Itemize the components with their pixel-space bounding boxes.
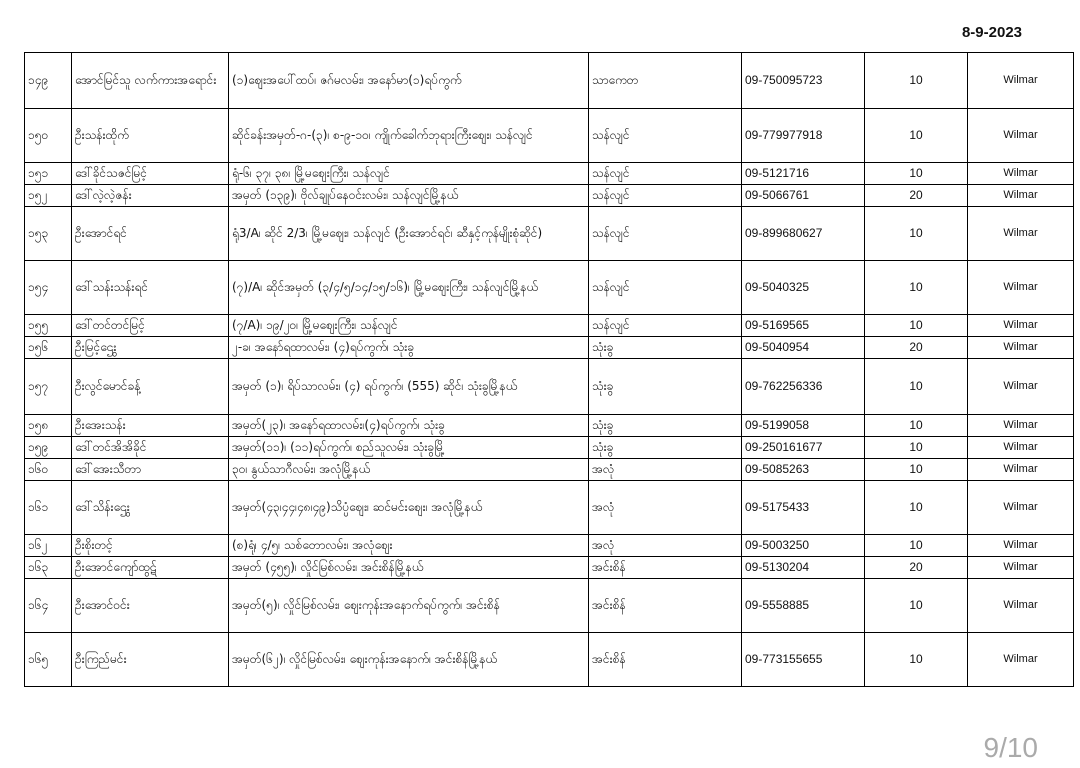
address-cell: အမှတ်(၁၁)၊ (၁၁)ရပ်ကွက်၊ စည်သူလမ်း၊ သုံးခွမြို့ bbox=[229, 437, 589, 459]
table-row bbox=[25, 359, 1074, 415]
table-row bbox=[25, 437, 1074, 459]
phone-number-cell: 09-762256336 bbox=[742, 359, 865, 415]
phone-number-cell: 09-899680627 bbox=[742, 207, 865, 261]
table-row bbox=[25, 163, 1074, 185]
quantity-cell: 10 bbox=[865, 579, 968, 633]
shop-name-cell: ဦးအောင်ဝင်း bbox=[72, 579, 229, 633]
township-cell: သန်လျင် bbox=[589, 207, 742, 261]
township-cell: သန်လျင် bbox=[589, 315, 742, 337]
page-indicator: 9/10 bbox=[983, 732, 1038, 763]
brand-cell: Wilmar bbox=[968, 557, 1074, 579]
township-cell: သုံးခွ bbox=[589, 337, 742, 359]
row-number-cell: ၁၅၇ bbox=[25, 359, 72, 415]
quantity-cell: 10 bbox=[865, 261, 968, 315]
shop-name-cell: ဦးအောင်ကျော်ထွဋ် bbox=[72, 557, 229, 579]
row-number-cell: ၁၅၅ bbox=[25, 315, 72, 337]
brand-cell: Wilmar bbox=[968, 481, 1074, 535]
row-number-cell: ၁၅၉ bbox=[25, 437, 72, 459]
shop-name-cell: ဒေါ်သန်းသန်းရင် bbox=[72, 261, 229, 315]
quantity-cell: 10 bbox=[865, 633, 968, 687]
address-cell: (၇/A)၊ ၁၉/၂၀၊ မြို့မဈေးကြီး၊ သန်လျင် bbox=[229, 315, 589, 337]
table-row bbox=[25, 557, 1074, 579]
quantity-cell: 10 bbox=[865, 163, 968, 185]
shop-name-cell: ဒေါ်ခိုင်သဇင်မြင့် bbox=[72, 163, 229, 185]
quantity-cell: 10 bbox=[865, 437, 968, 459]
row-number-cell: ၁၆၁ bbox=[25, 481, 72, 535]
address-cell: (၁)ဈေးအပေါ်ထပ်၊ ဇဂ်မလမ်း၊ အနော်မာ(၁)ရပ်ကွက် bbox=[229, 53, 589, 109]
phone-number-cell: 09-5121716 bbox=[742, 163, 865, 185]
township-cell: အလုံ bbox=[589, 481, 742, 535]
brand-cell: Wilmar bbox=[968, 633, 1074, 687]
brand-cell: Wilmar bbox=[968, 163, 1074, 185]
quantity-cell: 10 bbox=[865, 535, 968, 557]
address-cell: အမှတ်(၅)၊ လှိုင်မြစ်လမ်း၊ ဈေးကုန်းအနောက်ရပ်ကွက်၊ အင်းစိန် bbox=[229, 579, 589, 633]
brand-cell: Wilmar bbox=[968, 579, 1074, 633]
address-cell: အမှတ် (၁)၊ ရိပ်သာလမ်း၊ (၄) ရပ်ကွက်၊ (555) ဆိုင်၊ သုံးခွမြို့နယ် bbox=[229, 359, 589, 415]
phone-number-cell: 09-5066761 bbox=[742, 185, 865, 207]
quantity-cell: 20 bbox=[865, 185, 968, 207]
township-cell: သုံးခွ bbox=[589, 415, 742, 437]
document-date: 8-9-2023 bbox=[961, 24, 1022, 41]
shop-name-cell: ဦးအောင်ရင် bbox=[72, 207, 229, 261]
table-row bbox=[25, 315, 1074, 337]
row-number-cell: ၁၅၄ bbox=[25, 261, 72, 315]
phone-number-cell: 09-250161677 bbox=[742, 437, 865, 459]
address-cell: ရုံ-၆၊ ၃၇၊ ၃၈၊ မြို့မဈေးကြီး၊ သန်လျင် bbox=[229, 163, 589, 185]
phone-number-cell: 09-5040325 bbox=[742, 261, 865, 315]
phone-number-cell: 09-779977918 bbox=[742, 109, 865, 163]
quantity-cell: 10 bbox=[865, 315, 968, 337]
shop-name-cell: ဦးသန်းထိုက် bbox=[72, 109, 229, 163]
township-cell: သာကေတ bbox=[589, 53, 742, 109]
brand-cell: Wilmar bbox=[968, 261, 1074, 315]
brand-cell: Wilmar bbox=[968, 337, 1074, 359]
row-number-cell: ၁၅၆ bbox=[25, 337, 72, 359]
shop-name-cell: ဒေါ်လဲ့လဲ့ဇန်း bbox=[72, 185, 229, 207]
township-cell: အင်းစိန် bbox=[589, 633, 742, 687]
phone-number-cell: 09-5130204 bbox=[742, 557, 865, 579]
row-number-cell: ၁၅၂ bbox=[25, 185, 72, 207]
quantity-cell: 10 bbox=[865, 459, 968, 481]
shop-name-cell: ဦးစိုးတင့် bbox=[72, 535, 229, 557]
address-cell: အမှတ် (၄၅၅)၊ လှိုင်မြစ်လမ်း၊ အင်းစိန်မြို့နယ် bbox=[229, 557, 589, 579]
phone-number-cell: 09-5175433 bbox=[742, 481, 865, 535]
table-row bbox=[25, 633, 1074, 687]
brand-cell: Wilmar bbox=[968, 415, 1074, 437]
row-number-cell: ၁၄၉ bbox=[25, 53, 72, 109]
address-cell: အမှတ်(၆၂)၊ လှိုင်မြစ်လမ်း၊ ဈေးကုန်းအနောက်၊ အင်းစိန်မြို့နယ် bbox=[229, 633, 589, 687]
township-cell: သုံးခွ bbox=[589, 359, 742, 415]
table-row bbox=[25, 481, 1074, 535]
address-cell: (၇)/A၊ ဆိုင်အမှတ် (၃/၄/၅/၁၄/၁၅/၁၆)၊ မြို့မဈေးကြီး၊ သန်လျင်မြို့နယ် bbox=[229, 261, 589, 315]
table-row bbox=[25, 185, 1074, 207]
table-row bbox=[25, 261, 1074, 315]
phone-number-cell: 09-5003250 bbox=[742, 535, 865, 557]
township-cell: အင်းစိန် bbox=[589, 557, 742, 579]
phone-number-cell: 09-5169565 bbox=[742, 315, 865, 337]
quantity-cell: 20 bbox=[865, 557, 968, 579]
quantity-cell: 10 bbox=[865, 415, 968, 437]
distributor-table bbox=[24, 52, 1074, 687]
quantity-cell: 10 bbox=[865, 53, 968, 109]
address-cell: အမှတ် (၁၃၉)၊ ဗိုလ်ချုပ်နေဝင်းလမ်း၊ သန်လျင်မြို့နယ် bbox=[229, 185, 589, 207]
table-body bbox=[25, 53, 1074, 687]
shop-name-cell: ဦးကြည်မင်း bbox=[72, 633, 229, 687]
shop-name-cell: ဦးအေးသန်း bbox=[72, 415, 229, 437]
phone-number-cell: 09-5085263 bbox=[742, 459, 865, 481]
township-cell: အင်းစိန် bbox=[589, 579, 742, 633]
phone-number-cell: 09-5040954 bbox=[742, 337, 865, 359]
row-number-cell: ၁၅၃ bbox=[25, 207, 72, 261]
quantity-cell: 10 bbox=[865, 481, 968, 535]
township-cell: အလုံ bbox=[589, 459, 742, 481]
township-cell: သန်လျင် bbox=[589, 163, 742, 185]
table-row bbox=[25, 207, 1074, 261]
table-row bbox=[25, 535, 1074, 557]
table-row bbox=[25, 579, 1074, 633]
table-row bbox=[25, 459, 1074, 481]
address-cell: ရုံ3/A၊ ဆိုင် 2/3၊ မြို့မဈေး၊ သန်လျင် (ဦးအောင်ရင်၊ ဆီနှင့်ကုန်မျိုးစုံဆိုင်) bbox=[229, 207, 589, 261]
brand-cell: Wilmar bbox=[968, 185, 1074, 207]
address-cell: ၂-ခ၊ အနော်ရထာလမ်း၊ (၄)ရပ်ကွက်၊ သုံးခွ bbox=[229, 337, 589, 359]
shop-name-cell: ဒေါ်သိန်းဌွေး bbox=[72, 481, 229, 535]
brand-cell: Wilmar bbox=[968, 207, 1074, 261]
row-number-cell: ၁၅၀ bbox=[25, 109, 72, 163]
phone-number-cell: 09-5199058 bbox=[742, 415, 865, 437]
brand-cell: Wilmar bbox=[968, 437, 1074, 459]
township-cell: အလုံ bbox=[589, 535, 742, 557]
brand-cell: Wilmar bbox=[968, 53, 1074, 109]
brand-cell: Wilmar bbox=[968, 459, 1074, 481]
table-row bbox=[25, 109, 1074, 163]
row-number-cell: ၁၆၃ bbox=[25, 557, 72, 579]
address-cell: ဆိုင်ခန်းအမှတ်-ဂ-(၃)၊ စ-၉-၁၀၊ ကျိုက်ခေါက်ဘုရားကြီးဈေး၊ သန်လျင် bbox=[229, 109, 589, 163]
row-number-cell: ၁၆၂ bbox=[25, 535, 72, 557]
quantity-cell: 20 bbox=[865, 337, 968, 359]
row-number-cell: ၁၆၅ bbox=[25, 633, 72, 687]
brand-cell: Wilmar bbox=[968, 359, 1074, 415]
phone-number-cell: 09-773155655 bbox=[742, 633, 865, 687]
brand-cell: Wilmar bbox=[968, 315, 1074, 337]
shop-name-cell: ဒေါ်တင်တင်မြင့် bbox=[72, 315, 229, 337]
row-number-cell: ၁၅၁ bbox=[25, 163, 72, 185]
table-row bbox=[25, 337, 1074, 359]
township-cell: သန်လျင် bbox=[589, 185, 742, 207]
shop-name-cell: ဦးလွင်မောင်ခန့် bbox=[72, 359, 229, 415]
shop-name-cell: ဦးမြင့်ဌွေး bbox=[72, 337, 229, 359]
address-cell: အမှတ်(၂၃)၊ အနော်ရထာလမ်း၊(၄)ရပ်ကွက်၊ သုံးခွ bbox=[229, 415, 589, 437]
address-cell: အမှတ်(၄၃၊၄၄၊၄၈၊၄၉)သိပ္ပံဈေး၊ ဆင်မင်းဈေး၊ အလုံမြို့နယ် bbox=[229, 481, 589, 535]
township-cell: သုံးခွ bbox=[589, 437, 742, 459]
shop-name-cell: ဒေါ်တင်အိအိခိုင် bbox=[72, 437, 229, 459]
row-number-cell: ၁၅၈ bbox=[25, 415, 72, 437]
quantity-cell: 10 bbox=[865, 109, 968, 163]
address-cell: ၃၀၊ နွယ်သာဂီလမ်း၊ အလုံမြို့နယ် bbox=[229, 459, 589, 481]
quantity-cell: 10 bbox=[865, 207, 968, 261]
township-cell: သန်လျင် bbox=[589, 261, 742, 315]
shop-name-cell: ဒေါ်အေးသီတာ bbox=[72, 459, 229, 481]
township-cell: သန်လျင် bbox=[589, 109, 742, 163]
brand-cell: Wilmar bbox=[968, 109, 1074, 163]
phone-number-cell: 09-750095723 bbox=[742, 53, 865, 109]
shop-name-cell: အောင်မြင်သူ လက်ကားအရောင်း bbox=[72, 53, 229, 109]
address-cell: (စ)ရုံ၊ ၄/၅၊ သစ်တောလမ်း၊ အလုံဈေး bbox=[229, 535, 589, 557]
row-number-cell: ၁၆၄ bbox=[25, 579, 72, 633]
table-row bbox=[25, 53, 1074, 109]
quantity-cell: 10 bbox=[865, 359, 968, 415]
brand-cell: Wilmar bbox=[968, 535, 1074, 557]
row-number-cell: ၁၆၀ bbox=[25, 459, 72, 481]
phone-number-cell: 09-5558885 bbox=[742, 579, 865, 633]
table-row bbox=[25, 415, 1074, 437]
